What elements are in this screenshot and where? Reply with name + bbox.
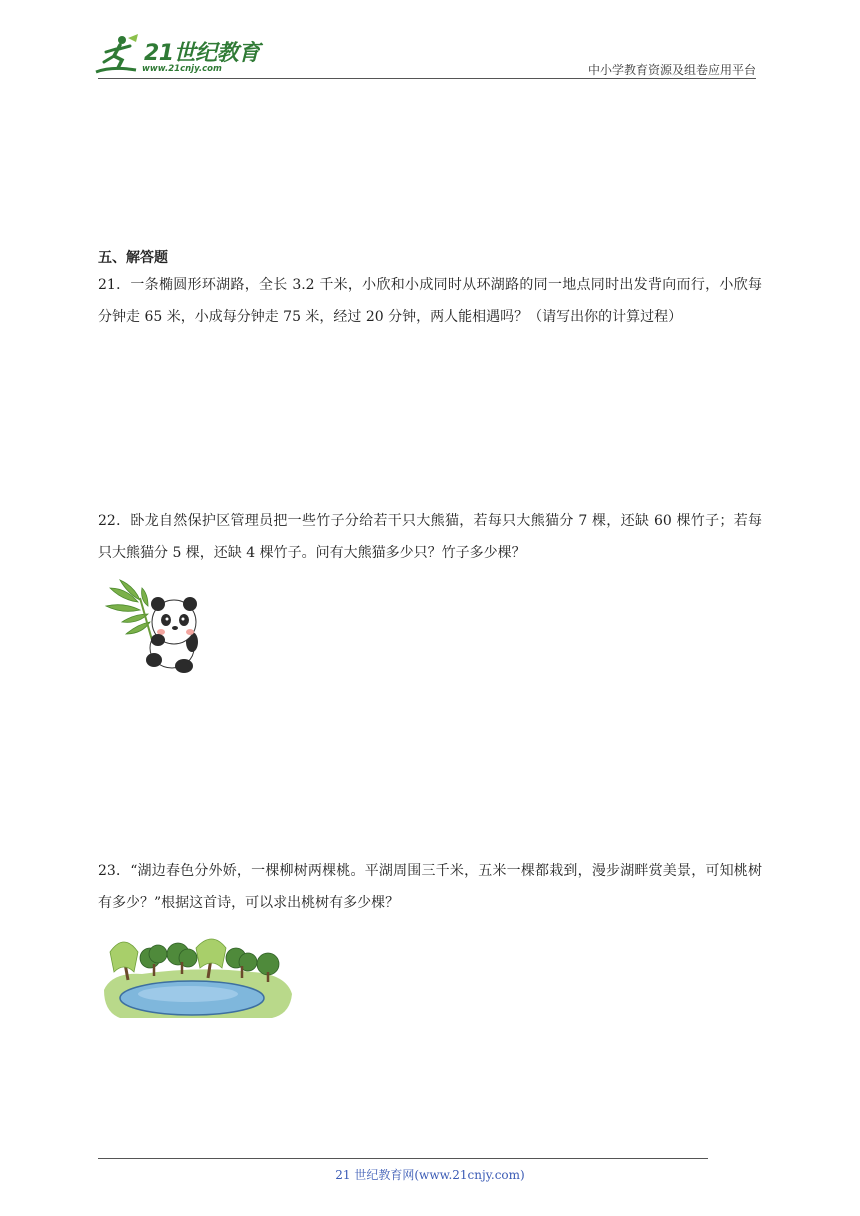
section-title: 五、解答题: [98, 250, 168, 266]
header-divider: [98, 78, 756, 79]
lake-trees-illustration: [102, 932, 294, 1022]
question-21: 21．一条椭圆形环湖路，全长 3.2 千米，小欣和小成同时从环湖路的同一地点同时出发背向而行，小欣每分钟走 65 米，小成每分钟走 75 米，经过 20 分钟，两人能相遇吗？（请写出你的计算过程）: [98, 277, 762, 325]
logo-url: www.21cnjy.com: [142, 64, 222, 74]
logo-text: 21世纪教育: [144, 41, 260, 66]
panda-bamboo-illustration: [104, 578, 216, 676]
question-23: 23．“湖边春色分外娇，一棵柳树两棵桃。平湖周围三千米，五米一棵都栽到，漫步湖畔赏美景，可知桃树有多少？”根据这首诗，可以求出桃树有多少棵？: [98, 863, 762, 911]
runner-logo-icon: [92, 32, 142, 76]
platform-caption: 中小学教育资源及组卷应用平台: [587, 63, 756, 77]
page-header: [0, 0, 860, 85]
site-logo: [92, 32, 262, 80]
footer-divider: [98, 1158, 708, 1159]
footer-text[interactable]: 21 世纪教育网(www.21cnjy.com): [335, 1168, 525, 1182]
question-22: 22．卧龙自然保护区管理员把一些竹子分给若干只大熊猫，若每只大熊猫分 7 棵，还缺 60 棵竹子；若每只大熊猫分 5 棵，还缺 4 棵竹子。问有大熊猫多少只？竹子多少棵？: [98, 513, 762, 561]
